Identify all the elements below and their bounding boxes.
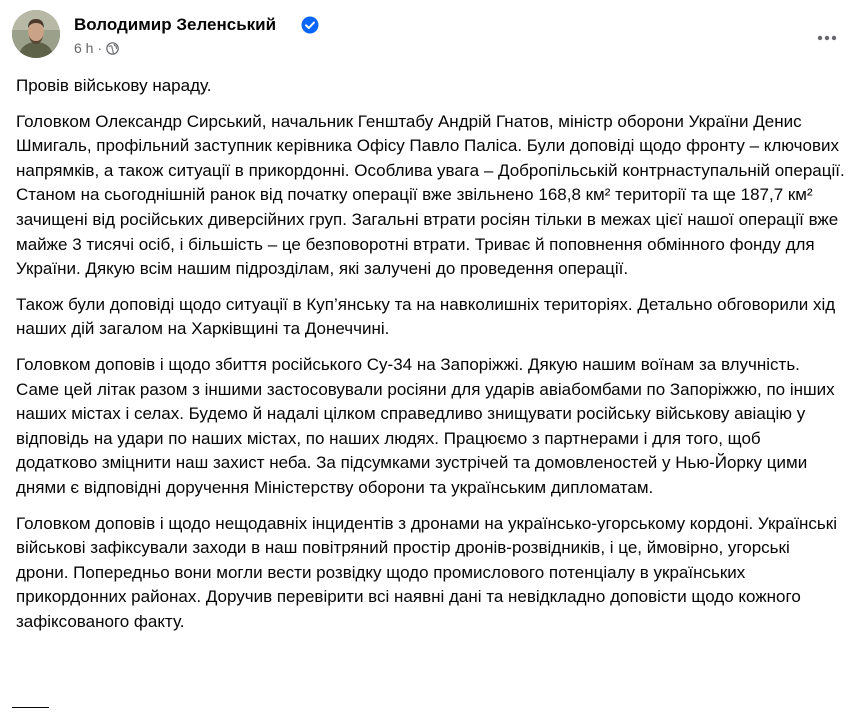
post-paragraph-4: Головком доповів і щодо збиття російського Су-34 на Запоріжжі. Дякую нашим воїнам за влучність. Саме цей літак разом з іншими застосовували росіяни для ударів авіабомбами по Запоріжжю, по інших наших містах і селах. Будемо й надалі цілком справедливо знищувати російську військову авіацію у відповідь на удари по наших містах, по наших людях. Працюємо з партнерами і для того, щоб додатково зміцнити наш захист неба. За підсумками зустрічей та домовленостей у Нью-Йорку цими днями є відповідні доручення Міністерству оборони та українським дипломатам. [16,354,835,497]
globe-icon[interactable] [106,42,119,55]
author-avatar[interactable] [12,10,60,58]
verified-badge-icon [301,16,319,34]
post-timestamp[interactable]: 6 h [74,40,94,56]
post-paragraph-1: Провів військову нараду. [16,76,212,95]
post-meta [74,40,119,56]
more-options-button[interactable] [809,20,845,56]
avatar-photo [12,10,60,58]
post-paragraph-2: Головком Олександр Сирський, начальник Генштабу Андрій Гнатов, міністр оборони України Денис Шмигаль, профільний заступник керівника Офісу Павло Паліса. Були доповіді щодо фронту – ключових напрямків, а також ситуації в прикордонні. Особлива увага – Добропільській контрнаступальній операції. Станом на сьогоднішній ранок від початку операції вже звільнено 168,8 км² території та ще 187,7 км² зачищені від російських диверсійних груп. Загальні втрати росіян тільки в межах цієї нашої операції вже майже 3 тисячі осіб, і більшість – це безповоротні втрати. Триває й поповнення обмінного фонду для України. Дякую всім нашим підрозділам, які залучені до проведення операції. [16,111,845,279]
more-options-icon [817,35,837,41]
post-paragraph-5: Головком доповів і щодо нещодавніх інцидентів з дронами на українсько-угорському кордоні. Українські військові зафіксували заходи в наш повітряний простір дронів-розвідників, і це, ймовірно, угорські дрони. Попередньо вони могли вести розвідку щодо промислового потенціалу в українських прикордонних районах. Доручив перевірити всі наявні дані та невідкладно доповісти щодо кожного зафіксованого факту. [16,513,837,631]
author-name[interactable]: Володимир Зеленський [74,15,277,34]
content-divider [12,707,49,708]
post-header [12,10,845,64]
meta-separator: · [97,40,103,56]
post-paragraph-3: Також були доповіді щодо ситуації в Куп’янську та на навколишніх територіях. Детально обговорили хід наших дій загалом на Харківщині та Донеччині. [16,294,836,339]
post-body [16,74,846,645]
